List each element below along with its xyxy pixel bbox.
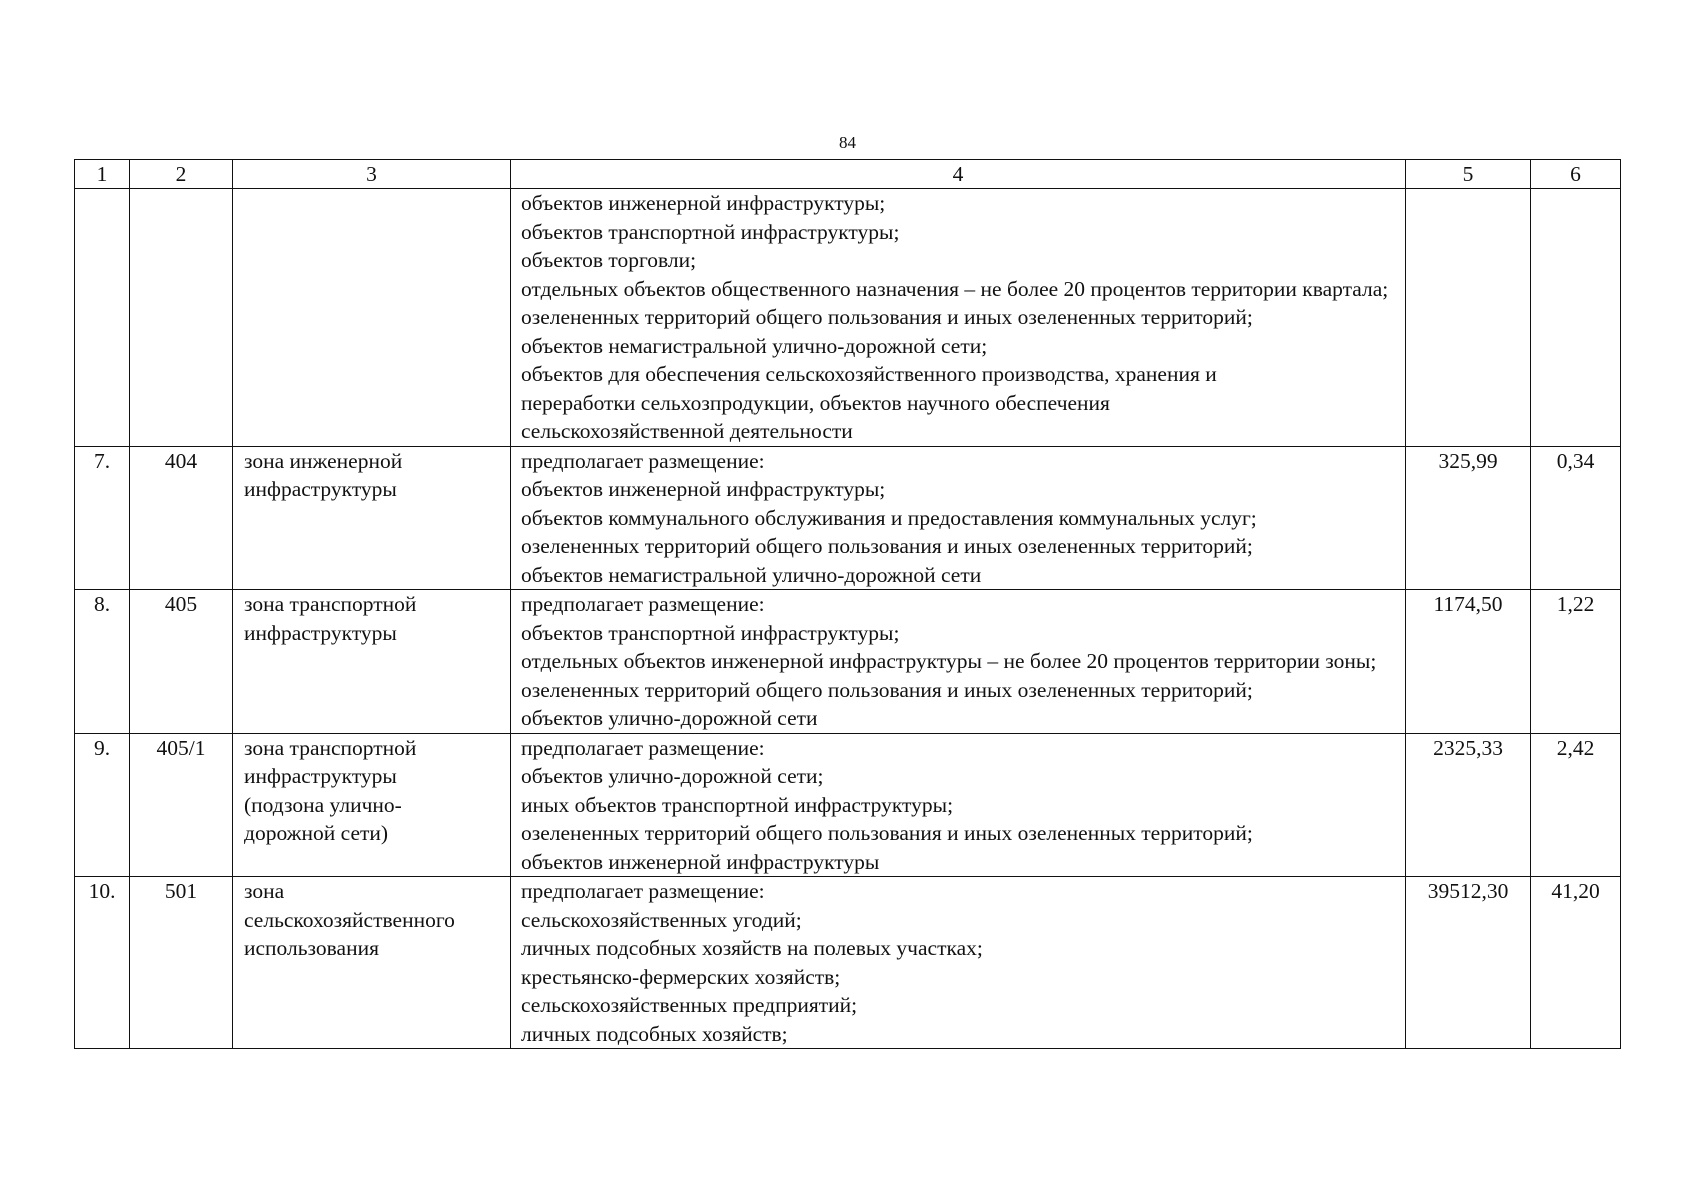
column-header: 3 <box>233 160 511 189</box>
permitted-use-line: объектов инженерной инфраструктуры; <box>521 477 886 501</box>
zone-name-line: (подзона улично- <box>244 792 402 817</box>
zone-name-line: зона <box>244 879 285 903</box>
area-cell: 1174,50 <box>1406 590 1531 734</box>
permitted-use-line: объектов для обеспечения сельскохозяйственного производства, хранения и <box>521 362 1217 386</box>
percent-cell: 0,34 <box>1531 446 1621 590</box>
permitted-use-line: объектов транспортной инфраструктуры; <box>521 620 900 645</box>
zones-table <box>74 159 1621 1049</box>
zone-name-cell <box>233 446 511 590</box>
permitted-use-line: объектов торговли; <box>521 248 697 272</box>
permitted-use-line: озелененных территорий общего пользования и иных озелененных территорий; <box>521 821 1253 845</box>
permitted-use-line: отдельных объектов инженерной инфраструктуры – не более 20 процентов территории зоны; <box>521 649 1377 673</box>
permitted-use-line: иных объектов транспортной инфраструктуры; <box>521 792 954 817</box>
zone-name-line: зона транспортной <box>244 735 417 760</box>
zone-name-cell <box>233 189 511 447</box>
zone-code-cell: 404 <box>130 446 233 590</box>
zone-name-line: инфраструктуры <box>244 764 397 788</box>
permitted-use-line: сельскохозяйственных угодий; <box>521 907 802 932</box>
permitted-uses-cell <box>511 877 1406 1049</box>
permitted-use-line: сельскохозяйственной деятельности <box>521 419 853 443</box>
column-number-header-row <box>75 160 1621 189</box>
row-number-cell: 10. <box>75 877 130 1049</box>
permitted-use-line: крестьянско-фермерских хозяйств; <box>521 964 841 989</box>
area-cell: 39512,30 <box>1406 877 1531 1049</box>
permitted-uses-cell <box>511 189 1406 447</box>
zone-code-cell: 405/1 <box>130 733 233 877</box>
permitted-use-line: объектов улично-дорожной сети <box>521 706 818 730</box>
column-header: 1 <box>75 160 130 189</box>
permitted-use-line: объектов улично-дорожной сети; <box>521 764 824 788</box>
zone-code-cell: 405 <box>130 590 233 734</box>
permitted-use-line: озелененных территорий общего пользования и иных озелененных территорий; <box>521 305 1253 329</box>
permitted-uses-cell <box>511 590 1406 734</box>
column-header: 4 <box>511 160 1406 189</box>
permitted-use-line: объектов немагистральной улично-дорожной сети <box>521 562 982 587</box>
zone-name-line: зона транспортной <box>244 592 417 616</box>
permitted-use-line: озелененных территорий общего пользования и иных озелененных территорий; <box>521 534 1253 558</box>
area-cell: 2325,33 <box>1406 733 1531 877</box>
zone-name-line: дорожной сети) <box>244 821 389 845</box>
table-row <box>75 446 1621 590</box>
percent-cell: 2,42 <box>1531 733 1621 877</box>
area-cell: 325,99 <box>1406 446 1531 590</box>
permitted-use-line: объектов коммунального обслуживания и предоставления коммунальных услуг; <box>521 505 1257 530</box>
permitted-use-line: объектов транспортной инфраструктуры; <box>521 219 900 244</box>
column-header: 6 <box>1531 160 1621 189</box>
area-cell <box>1406 189 1531 447</box>
row-number-cell <box>75 189 130 447</box>
percent-cell: 1,22 <box>1531 590 1621 734</box>
zone-code-cell: 501 <box>130 877 233 1049</box>
permitted-use-line: озелененных территорий общего пользования и иных озелененных территорий; <box>521 677 1253 702</box>
permitted-use-line: предполагает размещение: <box>521 735 765 760</box>
table-row <box>75 590 1621 734</box>
column-header: 5 <box>1406 160 1531 189</box>
zone-name-line: сельскохозяйственного <box>244 907 455 932</box>
row-number-cell: 7. <box>75 446 130 590</box>
zone-name-cell <box>233 590 511 734</box>
permitted-use-line: личных подсобных хозяйств на полевых участках; <box>521 936 983 960</box>
permitted-use-line: объектов немагистральной улично-дорожной сети; <box>521 333 988 358</box>
zone-code-cell <box>130 189 233 447</box>
permitted-uses-cell <box>511 446 1406 590</box>
permitted-use-line: предполагает размещение: <box>521 592 765 616</box>
zone-name-line: инфраструктуры <box>244 477 397 501</box>
table-row <box>75 189 1621 447</box>
permitted-use-line: отдельных объектов общественного назначения – не более 20 процентов территории квартала; <box>521 276 1389 301</box>
page-number: 84 <box>839 133 856 152</box>
zone-name-cell <box>233 733 511 877</box>
table-row <box>75 733 1621 877</box>
permitted-use-line: объектов инженерной инфраструктуры <box>521 849 880 874</box>
permitted-use-line: переработки сельхозпродукции, объектов научного обеспечения <box>521 390 1110 415</box>
zone-name-line: использования <box>244 936 379 960</box>
zone-name-line: зона инженерной <box>244 448 403 473</box>
row-number-cell: 9. <box>75 733 130 877</box>
percent-cell <box>1531 189 1621 447</box>
zone-name-line: инфраструктуры <box>244 620 397 645</box>
zone-name-cell <box>233 877 511 1049</box>
table-row <box>75 877 1621 1049</box>
percent-cell: 41,20 <box>1531 877 1621 1049</box>
permitted-use-line: предполагает размещение: <box>521 448 765 473</box>
permitted-use-line: личных подсобных хозяйств; <box>521 1021 788 1046</box>
column-header: 2 <box>130 160 233 189</box>
permitted-use-line: предполагает размещение: <box>521 879 765 903</box>
permitted-use-line: сельскохозяйственных предприятий; <box>521 993 858 1017</box>
permitted-uses-cell <box>511 733 1406 877</box>
permitted-use-line: объектов инженерной инфраструктуры; <box>521 191 886 215</box>
row-number-cell: 8. <box>75 590 130 734</box>
